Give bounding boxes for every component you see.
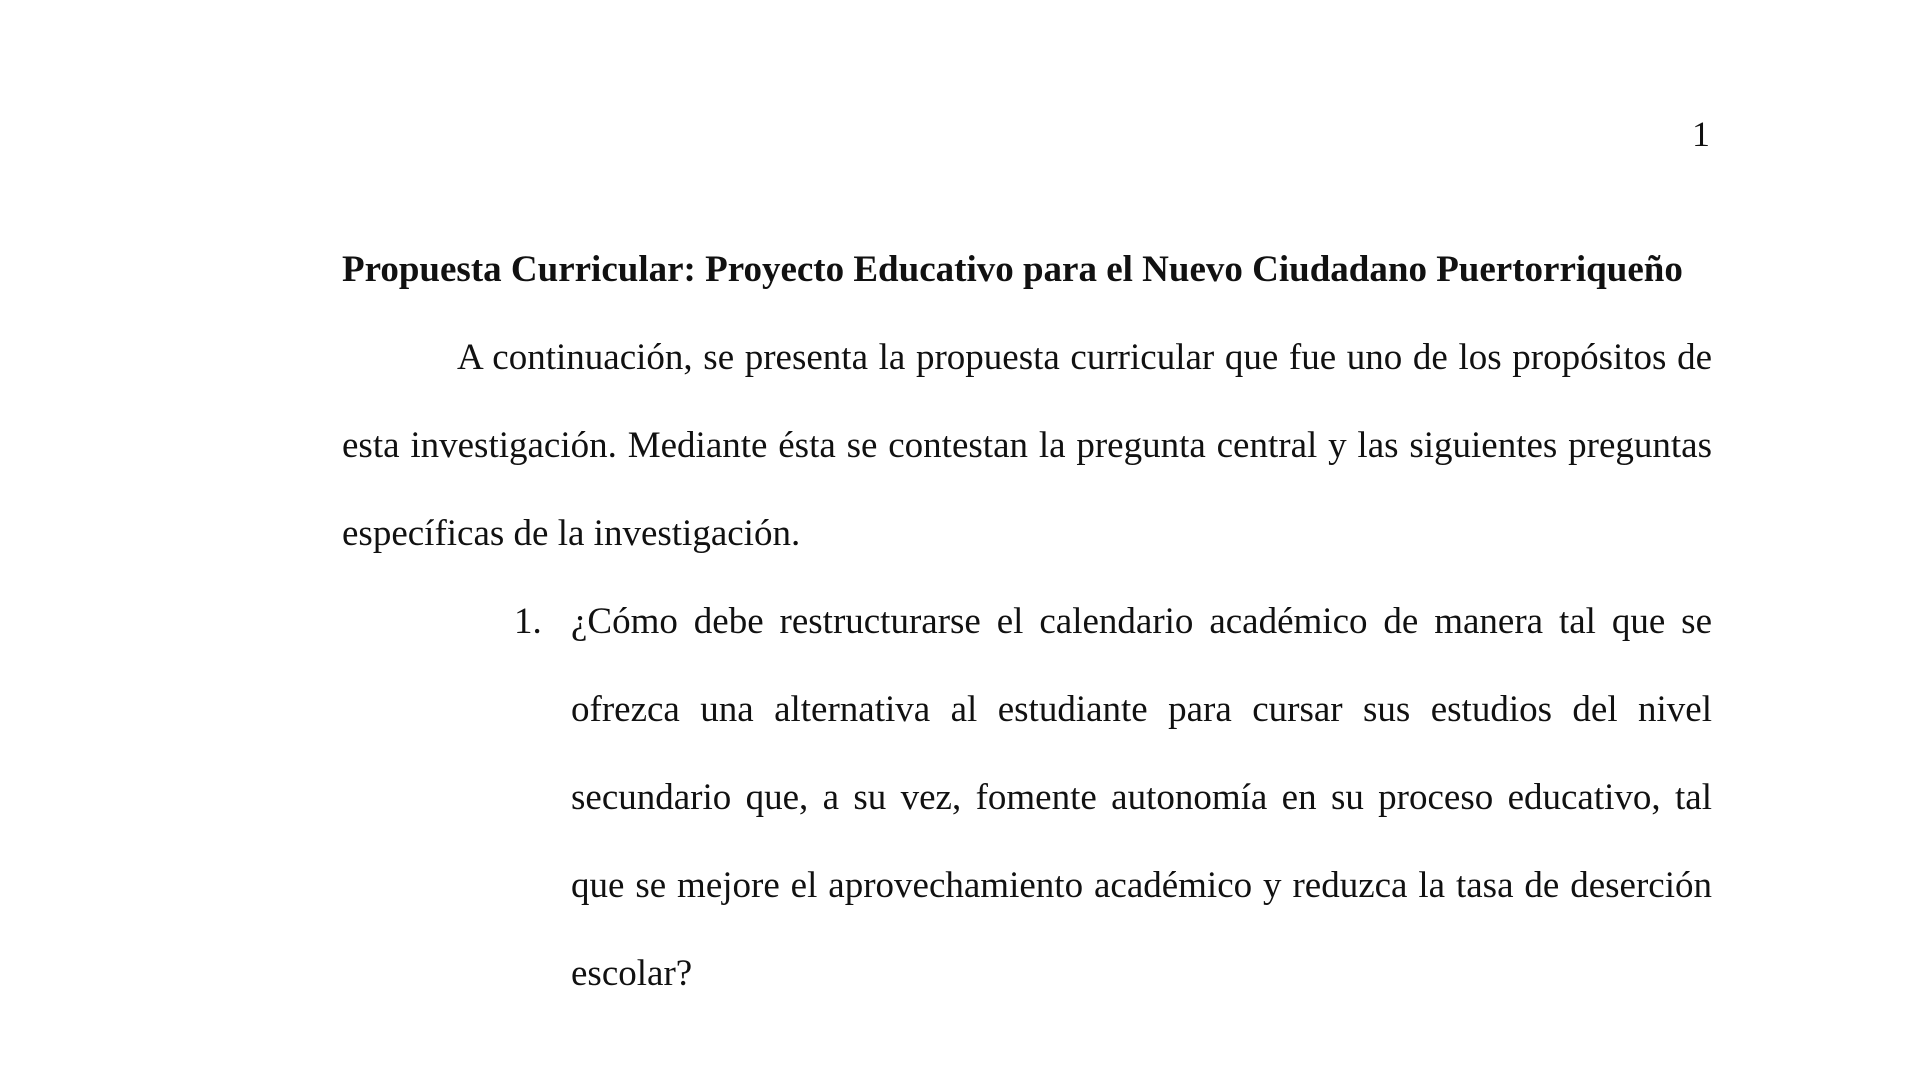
list-item-text: ¿Cómo debe restructurarse el calendario académico de manera tal que se ofrezca una alternativa al estudiante para cursar sus estudios del nivel secundario que, a su vez, fomente autonomía en su proceso educativo, tal que se mejore el aprovechamiento académico y reduzca la tasa de deserción escolar? <box>571 601 1712 994</box>
list-item <box>342 578 1712 1018</box>
page-number: 1 <box>1692 114 1710 154</box>
section-title: Propuesta Curricular: Proyecto Educativo para el Nuevo Ciudadano Puertorriqueño <box>342 249 1683 290</box>
list-item-number: 1. <box>514 601 542 642</box>
question-list <box>342 578 1712 1018</box>
document-body <box>342 226 1712 1018</box>
intro-paragraph: A continuación, se presenta la propuesta curricular que fue uno de los propósitos de esta investigación. Mediante ésta se contestan la pregunta central y las siguientes preguntas específicas de la investigación. <box>342 337 1712 554</box>
